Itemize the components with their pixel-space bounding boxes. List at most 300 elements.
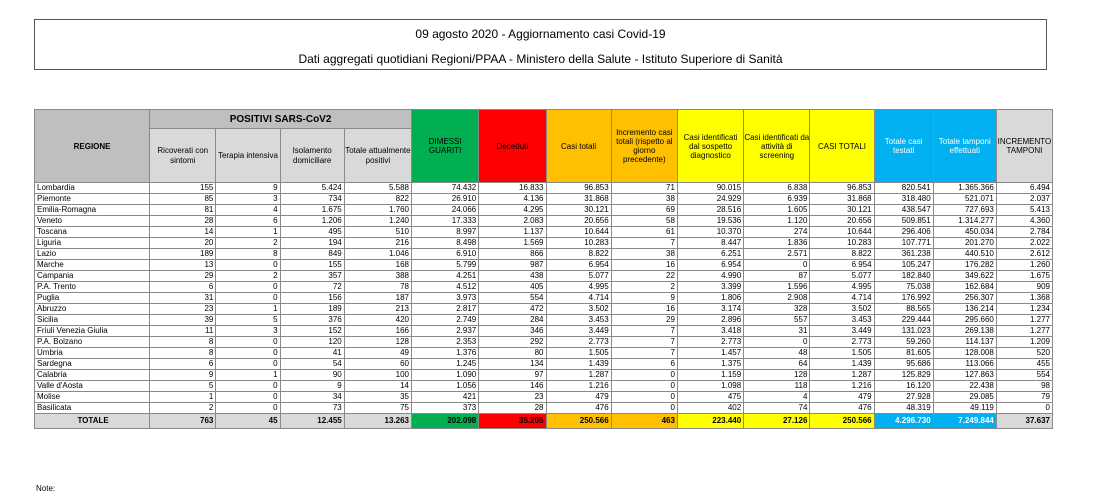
value-cell: 450.034 <box>933 227 996 238</box>
value-cell: 34 <box>280 392 344 403</box>
value-cell: 2.037 <box>996 194 1052 205</box>
value-cell: 10.370 <box>677 227 743 238</box>
value-cell: 438.547 <box>874 205 933 216</box>
table-row <box>35 194 1053 205</box>
value-cell: 402 <box>677 403 743 414</box>
value-cell: 2.353 <box>412 337 479 348</box>
value-cell: 72 <box>280 282 344 293</box>
value-cell: 8.822 <box>810 249 874 260</box>
value-cell: 1.675 <box>996 271 1052 282</box>
value-cell: 1 <box>216 370 280 381</box>
value-cell: 41 <box>280 348 344 359</box>
value-cell: 0 <box>216 403 280 414</box>
value-cell: 20.656 <box>546 216 611 227</box>
table-row <box>35 359 1053 370</box>
value-cell: 909 <box>996 282 1052 293</box>
value-cell: 128 <box>744 370 810 381</box>
region-name-cell: Lazio <box>35 249 150 260</box>
value-cell: 2.908 <box>744 293 810 304</box>
value-cell: 4.512 <box>412 282 479 293</box>
value-cell: 229.444 <box>874 315 933 326</box>
value-cell: 296.406 <box>874 227 933 238</box>
value-cell: 1.137 <box>479 227 546 238</box>
value-cell: 2.749 <box>412 315 479 326</box>
value-cell: 292 <box>479 337 546 348</box>
value-cell: 7 <box>611 238 677 249</box>
value-cell: 79 <box>996 392 1052 403</box>
group-positivi: POSITIVI SARS-CoV2 <box>150 110 412 129</box>
value-cell: 357 <box>280 271 344 282</box>
value-cell: 3 <box>216 194 280 205</box>
value-cell: 472 <box>479 304 546 315</box>
value-cell: 1.277 <box>996 315 1052 326</box>
value-cell: 1.806 <box>677 293 743 304</box>
value-cell: 1.209 <box>996 337 1052 348</box>
region-name-cell: TOTALE <box>35 414 150 429</box>
value-cell: 2.022 <box>996 238 1052 249</box>
value-cell: 31.868 <box>546 194 611 205</box>
value-cell: 60 <box>344 359 411 370</box>
value-cell: 24.929 <box>677 194 743 205</box>
value-cell: 1.505 <box>810 348 874 359</box>
value-cell: 20.656 <box>810 216 874 227</box>
table-row <box>35 205 1053 216</box>
col-isolamento: Isolamento domiciliare <box>280 129 344 183</box>
value-cell: 37.637 <box>996 414 1052 429</box>
value-cell: 3.453 <box>546 315 611 326</box>
value-cell: 201.270 <box>933 238 996 249</box>
value-cell: 420 <box>344 315 411 326</box>
value-cell: 35.205 <box>479 414 546 429</box>
table-row <box>35 337 1053 348</box>
value-cell: 1.206 <box>280 216 344 227</box>
value-cell: 64 <box>744 359 810 370</box>
value-cell: 90 <box>280 370 344 381</box>
value-cell: 29 <box>150 271 216 282</box>
value-cell: 5.413 <box>996 205 1052 216</box>
value-cell: 1.240 <box>344 216 411 227</box>
value-cell: 182.840 <box>874 271 933 282</box>
value-cell: 0 <box>216 359 280 370</box>
value-cell: 256.307 <box>933 293 996 304</box>
value-cell: 2.773 <box>810 337 874 348</box>
col-casi-totali-2: CASI TOTALI <box>810 110 874 183</box>
value-cell: 162.684 <box>933 282 996 293</box>
value-cell: 9 <box>280 381 344 392</box>
value-cell: 1.596 <box>744 282 810 293</box>
value-cell: 80 <box>479 348 546 359</box>
value-cell: 1.368 <box>996 293 1052 304</box>
value-cell: 10.283 <box>810 238 874 249</box>
value-cell: 1.836 <box>744 238 810 249</box>
value-cell: 5.077 <box>810 271 874 282</box>
region-name-cell: Molise <box>35 392 150 403</box>
value-cell: 136.214 <box>933 304 996 315</box>
value-cell: 14 <box>344 381 411 392</box>
region-name-cell: Valle d'Aosta <box>35 381 150 392</box>
value-cell: 2 <box>150 403 216 414</box>
value-cell: 479 <box>546 392 611 403</box>
value-cell: 2.773 <box>546 337 611 348</box>
value-cell: 0 <box>744 337 810 348</box>
value-cell: 189 <box>280 304 344 315</box>
value-cell: 554 <box>479 293 546 304</box>
value-cell: 349.622 <box>933 271 996 282</box>
value-cell: 81 <box>150 205 216 216</box>
report-title: 09 agosto 2020 - Aggiornamento casi Covid-19 <box>415 27 666 41</box>
value-cell: 521.071 <box>933 194 996 205</box>
value-cell: 2.571 <box>744 249 810 260</box>
value-cell: 61 <box>611 227 677 238</box>
value-cell: 35 <box>344 392 411 403</box>
value-cell: 479 <box>810 392 874 403</box>
value-cell: 1 <box>150 392 216 403</box>
value-cell: 71 <box>611 183 677 194</box>
value-cell: 463 <box>611 414 677 429</box>
value-cell: 1.375 <box>677 359 743 370</box>
value-cell: 11 <box>150 326 216 337</box>
value-cell: 6 <box>216 216 280 227</box>
value-cell: 134 <box>479 359 546 370</box>
region-name-cell: Umbria <box>35 348 150 359</box>
value-cell: 19.536 <box>677 216 743 227</box>
value-cell: 22.438 <box>933 381 996 392</box>
value-cell: 822 <box>344 194 411 205</box>
value-cell: 405 <box>479 282 546 293</box>
value-cell: 24.066 <box>412 205 479 216</box>
value-cell: 6.954 <box>810 260 874 271</box>
value-cell: 510 <box>344 227 411 238</box>
value-cell: 48.319 <box>874 403 933 414</box>
value-cell: 554 <box>996 370 1052 381</box>
region-name-cell: Basilicata <box>35 403 150 414</box>
value-cell: 8.498 <box>412 238 479 249</box>
value-cell: 8 <box>150 337 216 348</box>
value-cell: 295.660 <box>933 315 996 326</box>
value-cell: 0 <box>216 260 280 271</box>
value-cell: 107.771 <box>874 238 933 249</box>
value-cell: 95.686 <box>874 359 933 370</box>
value-cell: 5 <box>150 381 216 392</box>
value-cell: 2 <box>216 238 280 249</box>
value-cell: 4.295 <box>479 205 546 216</box>
value-cell: 113.066 <box>933 359 996 370</box>
value-cell: 156 <box>280 293 344 304</box>
value-cell: 5.077 <box>546 271 611 282</box>
value-cell: 49 <box>344 348 411 359</box>
value-cell: 1.216 <box>810 381 874 392</box>
value-cell: 4.251 <box>412 271 479 282</box>
value-cell: 13.263 <box>344 414 411 429</box>
value-cell: 6.939 <box>744 194 810 205</box>
value-cell: 28 <box>479 403 546 414</box>
value-cell: 16.833 <box>479 183 546 194</box>
value-cell: 3.399 <box>677 282 743 293</box>
value-cell: 5 <box>216 315 280 326</box>
value-cell: 866 <box>479 249 546 260</box>
value-cell: 23 <box>479 392 546 403</box>
value-cell: 23 <box>150 304 216 315</box>
value-cell: 10.644 <box>810 227 874 238</box>
value-cell: 45 <box>216 414 280 429</box>
note-label: Note: <box>36 484 56 493</box>
value-cell: 4.136 <box>479 194 546 205</box>
value-cell: 7 <box>611 326 677 337</box>
value-cell: 4.296.730 <box>874 414 933 429</box>
value-cell: 0 <box>611 381 677 392</box>
region-name-cell: Emilia-Romagna <box>35 205 150 216</box>
value-cell: 54 <box>280 359 344 370</box>
region-name-cell: Liguria <box>35 238 150 249</box>
value-cell: 27.126 <box>744 414 810 429</box>
region-name-cell: Toscana <box>35 227 150 238</box>
value-cell: 96.853 <box>810 183 874 194</box>
total-row <box>35 414 1053 429</box>
value-cell: 29 <box>611 315 677 326</box>
value-cell: 269.138 <box>933 326 996 337</box>
value-cell: 3.174 <box>677 304 743 315</box>
value-cell: 1.365.366 <box>933 183 996 194</box>
col-dimessi: DIMESSI GUARITI <box>412 110 479 183</box>
value-cell: 31.868 <box>810 194 874 205</box>
covid-data-table <box>34 109 1053 429</box>
value-cell: 187 <box>344 293 411 304</box>
value-cell: 87 <box>744 271 810 282</box>
value-cell: 1.090 <box>412 370 479 381</box>
value-cell: 31 <box>744 326 810 337</box>
value-cell: 509.851 <box>874 216 933 227</box>
value-cell: 5.424 <box>280 183 344 194</box>
value-cell: 4.995 <box>546 282 611 293</box>
value-cell: 8 <box>216 249 280 260</box>
value-cell: 0 <box>611 403 677 414</box>
value-cell: 0 <box>216 381 280 392</box>
value-cell: 78 <box>344 282 411 293</box>
value-cell: 1.505 <box>546 348 611 359</box>
value-cell: 13 <box>150 260 216 271</box>
value-cell: 3.973 <box>412 293 479 304</box>
value-cell: 3.449 <box>546 326 611 337</box>
value-cell: 26.910 <box>412 194 479 205</box>
value-cell: 475 <box>677 392 743 403</box>
value-cell: 727.693 <box>933 205 996 216</box>
value-cell: 388 <box>344 271 411 282</box>
value-cell: 16.120 <box>874 381 933 392</box>
value-cell: 6.251 <box>677 249 743 260</box>
value-cell: 476 <box>546 403 611 414</box>
value-cell: 30.121 <box>810 205 874 216</box>
value-cell: 476 <box>810 403 874 414</box>
region-name-cell: Puglia <box>35 293 150 304</box>
table-row <box>35 282 1053 293</box>
value-cell: 9 <box>611 293 677 304</box>
table-row <box>35 304 1053 315</box>
value-cell: 820.541 <box>874 183 933 194</box>
region-name-cell: Campania <box>35 271 150 282</box>
value-cell: 216 <box>344 238 411 249</box>
value-cell: 1.457 <box>677 348 743 359</box>
value-cell: 763 <box>150 414 216 429</box>
value-cell: 100 <box>344 370 411 381</box>
value-cell: 6.954 <box>677 260 743 271</box>
value-cell: 10.283 <box>546 238 611 249</box>
value-cell: 4.990 <box>677 271 743 282</box>
value-cell: 250.566 <box>546 414 611 429</box>
value-cell: 1.046 <box>344 249 411 260</box>
value-cell: 213 <box>344 304 411 315</box>
value-cell: 9 <box>150 370 216 381</box>
value-cell: 16 <box>611 260 677 271</box>
value-cell: 1.439 <box>546 359 611 370</box>
table-row <box>35 271 1053 282</box>
value-cell: 1.287 <box>546 370 611 381</box>
value-cell: 27.928 <box>874 392 933 403</box>
value-cell: 8.997 <box>412 227 479 238</box>
value-cell: 146 <box>479 381 546 392</box>
value-cell: 7.249.844 <box>933 414 996 429</box>
value-cell: 0 <box>216 348 280 359</box>
region-name-cell: Piemonte <box>35 194 150 205</box>
value-cell: 3.502 <box>546 304 611 315</box>
value-cell: 2.817 <box>412 304 479 315</box>
value-cell: 96.853 <box>546 183 611 194</box>
region-name-cell: Sicilia <box>35 315 150 326</box>
value-cell: 557 <box>744 315 810 326</box>
value-cell: 6.954 <box>546 260 611 271</box>
value-cell: 39 <box>150 315 216 326</box>
value-cell: 1.159 <box>677 370 743 381</box>
table-row <box>35 293 1053 304</box>
value-cell: 361.238 <box>874 249 933 260</box>
value-cell: 6.838 <box>744 183 810 194</box>
value-cell: 176.992 <box>874 293 933 304</box>
value-cell: 105.247 <box>874 260 933 271</box>
table-row <box>35 238 1053 249</box>
value-cell: 97 <box>479 370 546 381</box>
table-row <box>35 381 1053 392</box>
value-cell: 29.085 <box>933 392 996 403</box>
value-cell: 0 <box>744 260 810 271</box>
value-cell: 75.038 <box>874 282 933 293</box>
value-cell: 7 <box>611 337 677 348</box>
value-cell: 120 <box>280 337 344 348</box>
value-cell: 4 <box>744 392 810 403</box>
value-cell: 22 <box>611 271 677 282</box>
col-incremento-tamponi: INCREMENTO TAMPONI <box>996 110 1052 183</box>
value-cell: 520 <box>996 348 1052 359</box>
value-cell: 75 <box>344 403 411 414</box>
col-casi-totali: Casi totali <box>546 110 611 183</box>
value-cell: 88.565 <box>874 304 933 315</box>
value-cell: 421 <box>412 392 479 403</box>
value-cell: 4.714 <box>810 293 874 304</box>
value-cell: 2 <box>216 271 280 282</box>
col-incremento: Incremento casi totali (rispetto al giorno precedente) <box>611 110 677 183</box>
value-cell: 131.023 <box>874 326 933 337</box>
region-name-cell: Lombardia <box>35 183 150 194</box>
table-row <box>35 260 1053 271</box>
value-cell: 189 <box>150 249 216 260</box>
value-cell: 8 <box>150 348 216 359</box>
value-cell: 438 <box>479 271 546 282</box>
value-cell: 128 <box>344 337 411 348</box>
value-cell: 1 <box>216 304 280 315</box>
value-cell: 5.588 <box>344 183 411 194</box>
value-cell: 2 <box>611 282 677 293</box>
value-cell: 38 <box>611 249 677 260</box>
value-cell: 155 <box>150 183 216 194</box>
report-header <box>34 19 1047 70</box>
table-row <box>35 370 1053 381</box>
value-cell: 987 <box>479 260 546 271</box>
value-cell: 1.216 <box>546 381 611 392</box>
col-ricoverati: Ricoverati con sintomi <box>150 129 216 183</box>
value-cell: 17.333 <box>412 216 479 227</box>
value-cell: 1.287 <box>810 370 874 381</box>
value-cell: 455 <box>996 359 1052 370</box>
value-cell: 58 <box>611 216 677 227</box>
value-cell: 4.995 <box>810 282 874 293</box>
value-cell: 0 <box>216 337 280 348</box>
region-name-cell: Calabria <box>35 370 150 381</box>
value-cell: 125.829 <box>874 370 933 381</box>
value-cell: 20 <box>150 238 216 249</box>
col-regione: REGIONE <box>35 110 150 183</box>
value-cell: 440.510 <box>933 249 996 260</box>
value-cell: 14 <box>150 227 216 238</box>
value-cell: 30.121 <box>546 205 611 216</box>
value-cell: 6.910 <box>412 249 479 260</box>
value-cell: 6.494 <box>996 183 1052 194</box>
value-cell: 373 <box>412 403 479 414</box>
value-cell: 4.714 <box>546 293 611 304</box>
value-cell: 1.277 <box>996 326 1052 337</box>
value-cell: 28.516 <box>677 205 743 216</box>
value-cell: 3.418 <box>677 326 743 337</box>
value-cell: 2.784 <box>996 227 1052 238</box>
col-deceduti: Deceduti <box>479 110 546 183</box>
value-cell: 495 <box>280 227 344 238</box>
table-row <box>35 249 1053 260</box>
table-row <box>35 315 1053 326</box>
value-cell: 1.120 <box>744 216 810 227</box>
col-screening: Casi identificati da attività di screening <box>744 110 810 183</box>
col-sospetto: Casi identificati dal sospetto diagnostico <box>677 110 743 183</box>
table-row <box>35 392 1053 403</box>
value-cell: 127.863 <box>933 370 996 381</box>
value-cell: 1.056 <box>412 381 479 392</box>
region-name-cell: Marche <box>35 260 150 271</box>
value-cell: 0 <box>611 370 677 381</box>
value-cell: 1.760 <box>344 205 411 216</box>
value-cell: 152 <box>280 326 344 337</box>
value-cell: 10.644 <box>546 227 611 238</box>
col-terapia: Terapia intensiva <box>216 129 280 183</box>
value-cell: 6 <box>150 359 216 370</box>
value-cell: 3.449 <box>810 326 874 337</box>
value-cell: 1.234 <box>996 304 1052 315</box>
value-cell: 8.447 <box>677 238 743 249</box>
col-testati: Totale casi testati <box>874 110 933 183</box>
value-cell: 9 <box>216 183 280 194</box>
value-cell: 1.605 <box>744 205 810 216</box>
region-name-cell: P.A. Trento <box>35 282 150 293</box>
table-row <box>35 216 1053 227</box>
value-cell: 49.119 <box>933 403 996 414</box>
region-name-cell: Veneto <box>35 216 150 227</box>
value-cell: 16 <box>611 304 677 315</box>
value-cell: 118 <box>744 381 810 392</box>
